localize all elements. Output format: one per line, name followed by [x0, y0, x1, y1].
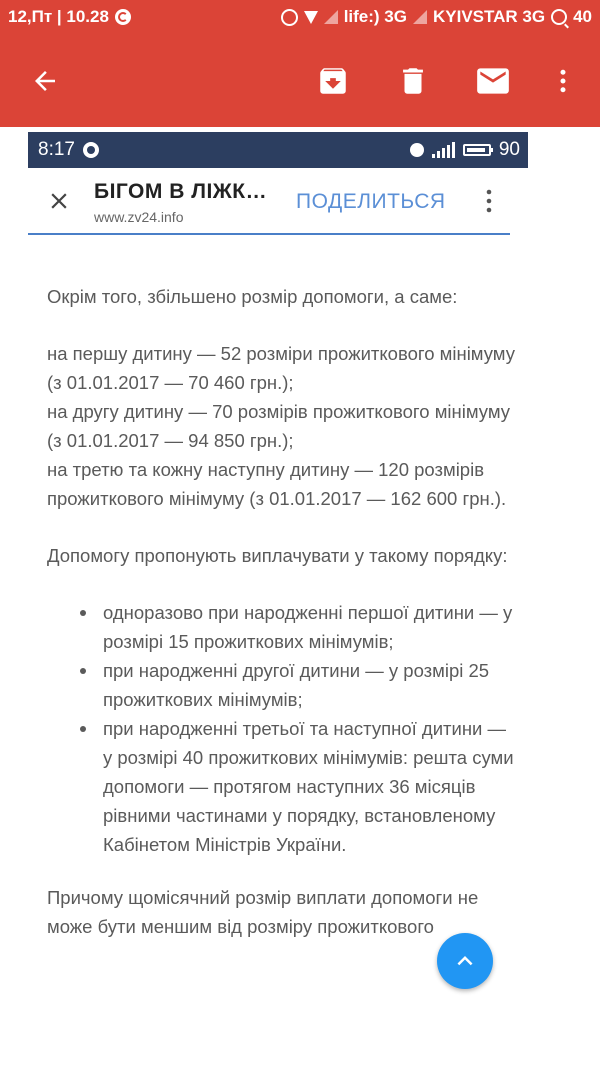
signal-icon [413, 10, 427, 24]
battery-icon [463, 144, 491, 156]
inner-status-left [38, 139, 99, 161]
back-button[interactable] [24, 60, 66, 102]
custom-tab-header [28, 168, 528, 234]
status-date-time: 12,Пт | 10.28 [8, 7, 109, 26]
inner-status-bar [28, 132, 528, 168]
page-url: www.zv24.info [94, 209, 184, 225]
amounts-paragraph [47, 339, 517, 513]
arrow-back-icon [30, 66, 60, 96]
article-closing: Причому щомісячний розмір виплати допомоги не може бути меншим від розміру прожиткового [47, 887, 479, 937]
share-button[interactable]: ПОДЕЛИТЬСЯ [296, 190, 446, 213]
list-item: при народженні другої дитини — у розмірі 25 прожиткових мінімумів; [103, 656, 517, 714]
amount-line: на першу дитину — 52 розміри прожиткового мінімуму (з 01.01.2017 — 70 460 грн.); [47, 343, 515, 393]
article-body [47, 282, 517, 969]
status-right [281, 7, 592, 27]
header-divider [28, 233, 510, 235]
mail-icon [474, 62, 512, 100]
order-intro: Допомогу пропонують виплачувати у такому порядку: [47, 545, 508, 566]
trash-icon [396, 64, 430, 98]
payment-order-list [47, 598, 517, 859]
delete-button[interactable] [392, 60, 434, 102]
system-status-bar [0, 0, 600, 34]
more-vert-icon [548, 66, 578, 96]
app-bar [0, 0, 600, 127]
close-button[interactable] [46, 188, 72, 214]
wifi-icon [304, 11, 318, 24]
amount-line: на третю та кожну наступну дитину — 120 розмірів прожиткового мінімуму (з 01.01.2017 — 162 600 грн.). [47, 459, 507, 509]
inner-battery-level: 90 [498, 139, 520, 160]
carrier-1: life:) 3G [343, 7, 407, 26]
page-title: БІГОМ В ЛІЖК… [94, 180, 268, 203]
chevron-up-icon [450, 946, 480, 976]
archive-button[interactable] [312, 60, 354, 102]
article-intro: Окрім того, збільшено розмір допомоги, а саме: [47, 286, 458, 307]
battery-icon [551, 9, 567, 25]
signal-icon [432, 142, 455, 158]
alarm-icon [281, 9, 298, 26]
close-icon [46, 188, 72, 214]
inner-status-right [410, 139, 520, 161]
list-item: при народженні третьої та наступної дитини — у розмірі 40 прожиткових мінімумів: решта суми допомоги — протягом наступних 36 місяців рівними частинами у порядку, встановленому Кабінетом Міністрів України. [103, 714, 517, 859]
viber-icon [83, 142, 99, 158]
toolbar [0, 34, 600, 127]
scroll-top-button[interactable] [437, 933, 493, 989]
amount-line: на другу дитину — 70 розмірів прожиткового мінімуму (з 01.01.2017 — 94 850 грн.); [47, 401, 510, 451]
status-left [8, 7, 131, 27]
carrier-2: KYIVSTAR 3G [432, 7, 546, 26]
alarm-icon [410, 143, 424, 157]
list-item: одноразово при народженні першої дитини — у розмірі 15 прожиткових мінімумів; [103, 598, 517, 656]
inner-more-button[interactable] [484, 188, 494, 214]
more-vert-icon [484, 188, 494, 214]
battery-level: 40 [573, 7, 592, 26]
signal-icon [324, 10, 338, 24]
more-options-button[interactable] [542, 60, 584, 102]
mail-button[interactable] [472, 60, 514, 102]
google-icon [115, 9, 131, 25]
inner-time: 8:17 [38, 139, 75, 160]
archive-icon [316, 64, 350, 98]
